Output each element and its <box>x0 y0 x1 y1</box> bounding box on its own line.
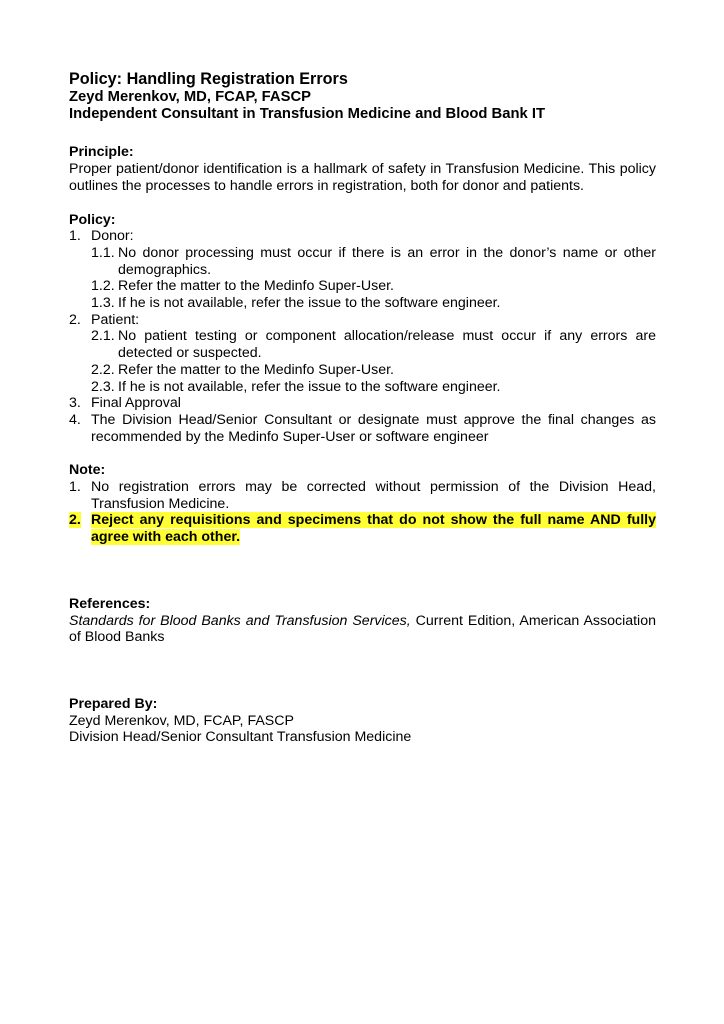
policy-item <box>69 228 656 245</box>
policy-item-number: 4. <box>69 411 81 428</box>
policy-title: Policy: Handling Registration Errors <box>69 70 348 88</box>
reference-details: Current Edition, American Association of Blood Banks <box>69 612 656 646</box>
policy-subitem <box>69 328 656 361</box>
policy-subitem <box>69 245 656 278</box>
policy-subitem-text: If he is not available, refer the issue to the software engineer. <box>118 295 501 312</box>
policy-item <box>69 395 656 412</box>
policy-subitem-number: 2.3. <box>91 378 115 395</box>
policy-subitem-text: Refer the matter to the Medinfo Super-User. <box>118 278 394 295</box>
note-item-number: 2. <box>69 512 81 529</box>
policy-item-text: Patient: <box>91 311 140 328</box>
principle-label: Principle: <box>69 144 134 161</box>
policy-subitem-number: 2.2. <box>91 361 115 378</box>
reference-entry <box>69 613 656 646</box>
policy-subitem-text: If he is not available, refer the issue to the software engineer. <box>118 378 501 395</box>
policy-subitem <box>69 295 656 312</box>
references-label: References: <box>69 595 151 612</box>
note-item-text: No registration errors may be corrected without permission of the Division Head, Transfusion Medicine. <box>91 479 656 512</box>
note-list <box>69 479 656 546</box>
note-label: Note: <box>69 462 106 479</box>
policy-item-number: 3. <box>69 395 81 412</box>
policy-subitem-text: No donor processing must occur if there is an error in the donor’s name or other demographics. <box>118 244 656 278</box>
policy-item-text: The Division Head/Senior Consultant or designate must approve the final changes as recommended by the Medinfo Super-User or software engineer <box>91 411 656 445</box>
prepared-by-label: Prepared By: <box>69 695 158 712</box>
policy-item-text: Donor: <box>91 228 134 245</box>
note-item-highlighted <box>69 512 656 545</box>
document-content <box>69 70 656 746</box>
policy-subitem <box>69 379 656 396</box>
policy-item-number: 2. <box>69 311 81 328</box>
policy-item <box>69 312 656 329</box>
policy-subitem-number: 2.1. <box>91 328 115 345</box>
preparer-position: Division Head/Senior Consultant Transfusion Medicine <box>69 729 412 746</box>
policy-item-text: Final Approval <box>91 395 181 412</box>
policy-subitem-number: 1.2. <box>91 278 115 295</box>
principle-text: Proper patient/donor identification is a hallmark of safety in Transfusion Medicine. This policy outlines the processes to handle errors in registration, both for donor and patients. <box>69 161 656 194</box>
preparer-name: Zeyd Merenkov, MD, FCAP, FASCP <box>69 712 294 729</box>
policy-label: Policy: <box>69 211 116 228</box>
policy-subitem <box>69 362 656 379</box>
policy-subitem-text: Refer the matter to the Medinfo Super-User. <box>118 361 394 378</box>
policy-item-number: 1. <box>69 228 81 245</box>
policy-item <box>69 412 656 445</box>
policy-list <box>69 228 656 445</box>
note-item <box>69 479 656 512</box>
policy-subitem-text: No patient testing or component allocation/release must occur if any errors are detected or suspected. <box>118 328 656 362</box>
note-item-number: 1. <box>69 479 81 496</box>
policy-subitem-number: 1.3. <box>91 295 115 312</box>
policy-subitem-number: 1.1. <box>91 244 115 261</box>
author-role: Independent Consultant in Transfusion Medicine and Blood Bank IT <box>69 106 545 123</box>
reference-title: Standards for Blood Banks and Transfusion Services, <box>69 612 411 629</box>
note-item-text: Reject any requisitions and specimens that do not show the full name AND fully agree with each other. <box>91 512 656 546</box>
policy-subitem <box>69 278 656 295</box>
author-name: Zeyd Merenkov, MD, FCAP, FASCP <box>69 89 312 105</box>
